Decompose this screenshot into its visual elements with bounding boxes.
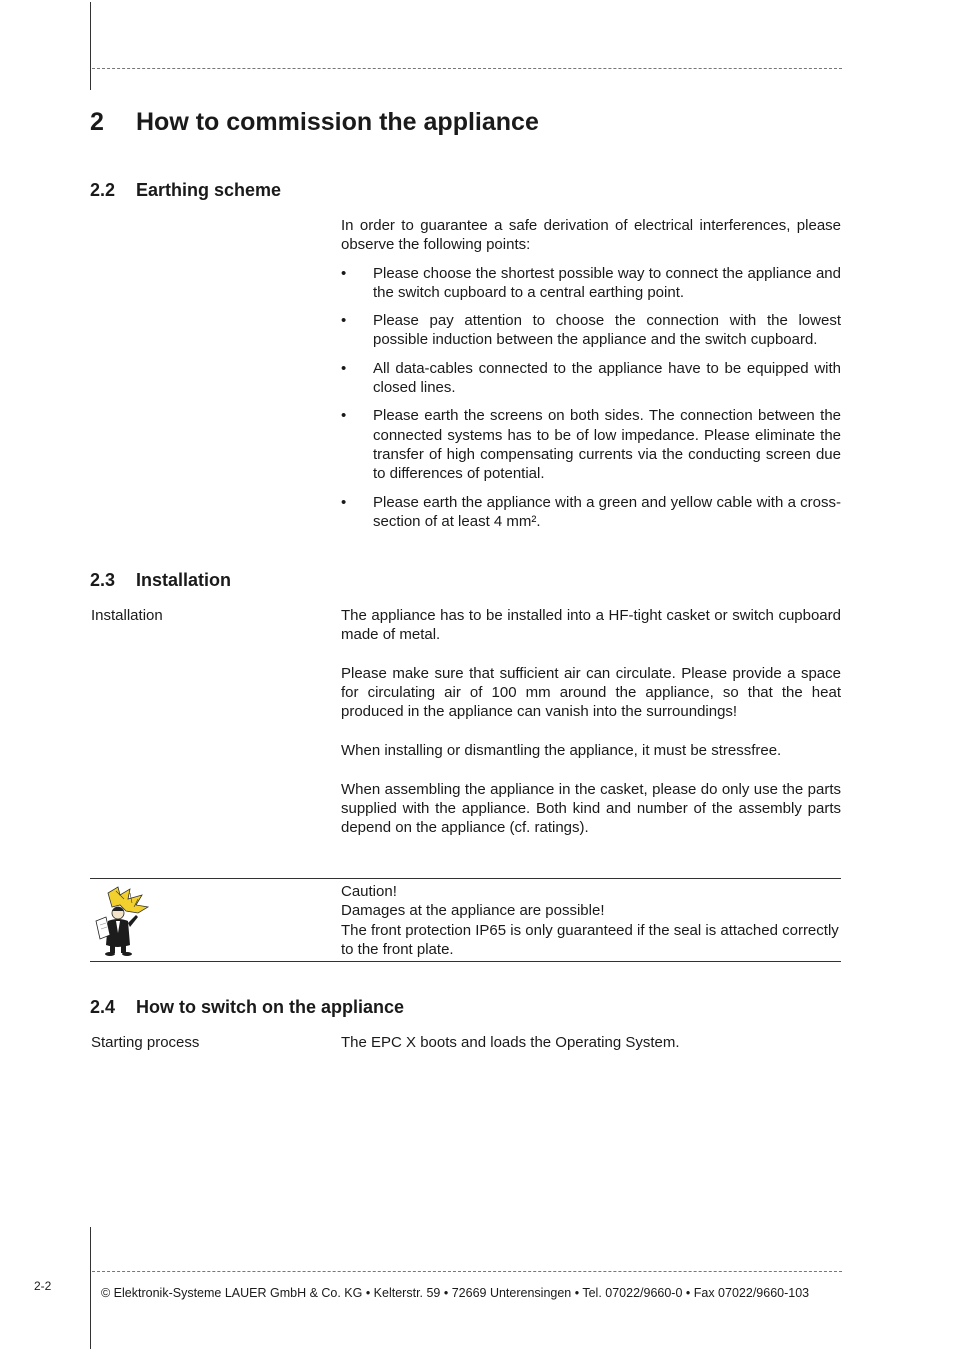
chapter-title: How to commission the appliance: [136, 108, 539, 136]
starting-process-label: Starting process: [91, 1034, 200, 1051]
starting-process-text: The EPC X boots and loads the Operating System.: [341, 1034, 680, 1051]
installation-paragraph: When installing or dismantling the appliance, it must be stressfree.: [341, 742, 782, 760]
earthing-body: [341, 216, 841, 540]
list-item: • Please earth the appliance with a green and yellow cable with a cross-section of at least 4 mm².: [341, 493, 841, 530]
list-item: • Please choose the shortest possible way to connect the appliance and the switch cupboard to a central earthing point.: [341, 264, 841, 301]
warning-mascot-icon: [90, 885, 152, 957]
section-heading-installation: [90, 570, 231, 591]
installation-body: [341, 606, 841, 838]
chapter-number: 2: [90, 108, 104, 136]
caution-text: [341, 882, 841, 959]
caution-line: The front protection IP65 is only guaranteed if the seal is attached correctly to the front plate.: [341, 921, 839, 958]
earthing-bullet-list: [341, 264, 841, 532]
caution-title: Caution!: [341, 883, 397, 900]
section-number: 2.2: [90, 180, 116, 200]
caution-box: [90, 878, 841, 962]
list-item: • All data-cables connected to the appliance have to be equipped with closed lines.: [341, 359, 841, 397]
footer-text: © Elektronik-Systeme LAUER GmbH & Co. KG • Kelterstr. 59 • 72669 Unterensingen • Tel. 07022/9660-0 • Fax 07022/9660-103: [101, 1286, 810, 1300]
bullet-icon: •: [341, 359, 347, 377]
section-number: 2.4: [90, 997, 116, 1017]
footer-margin-line: [90, 1227, 91, 1349]
bullet-icon: •: [341, 407, 347, 425]
header-dashed-rule: [92, 68, 842, 69]
installation-side-label: Installation: [91, 607, 163, 624]
section-title: How to switch on the appliance: [136, 997, 405, 1017]
bullet-icon: •: [341, 264, 347, 282]
earthing-intro: In order to guarantee a safe derivation of electrical interferences, please observe the following points:: [341, 217, 841, 254]
installation-paragraph: When assembling the appliance in the casket, please do only use the parts supplied with the appliance. Both kind and number of the assembly parts depend on the appliance (cf. ratings).: [341, 780, 841, 837]
caution-line: Damages at the appliance are possible!: [341, 902, 605, 920]
section-heading-switch-on: [90, 997, 404, 1018]
page-number: 2-2: [34, 1279, 52, 1293]
list-item: • Please earth the screens on both sides. The connection between the connected systems has to be of low impedance. Please eliminate the transfer of high compensating currents via the conducting screen due to differences of potential.: [341, 407, 841, 483]
bullet-icon: •: [341, 493, 347, 511]
section-title: Installation: [136, 570, 232, 590]
section-heading-earthing: [90, 180, 281, 201]
section-number: 2.3: [90, 570, 116, 590]
section-title: Earthing scheme: [136, 180, 282, 200]
chapter-heading: [90, 108, 539, 137]
footer-dashed-rule: [92, 1271, 842, 1272]
list-item: • Please pay attention to choose the connection with the lowest possible induction between the appliance and the switch cupboard.: [341, 312, 841, 349]
bullet-icon: •: [341, 312, 347, 330]
installation-paragraph: Please make sure that sufficient air can circulate. Please provide a space for circulating air of 100 mm around the appliance, so that the heat produced in the appliance can vanish into the surroundings!: [341, 664, 841, 721]
header-margin-line: [90, 2, 91, 90]
installation-paragraph: The appliance has to be installed into a HF-tight casket or switch cupboard made of metal.: [341, 607, 841, 644]
